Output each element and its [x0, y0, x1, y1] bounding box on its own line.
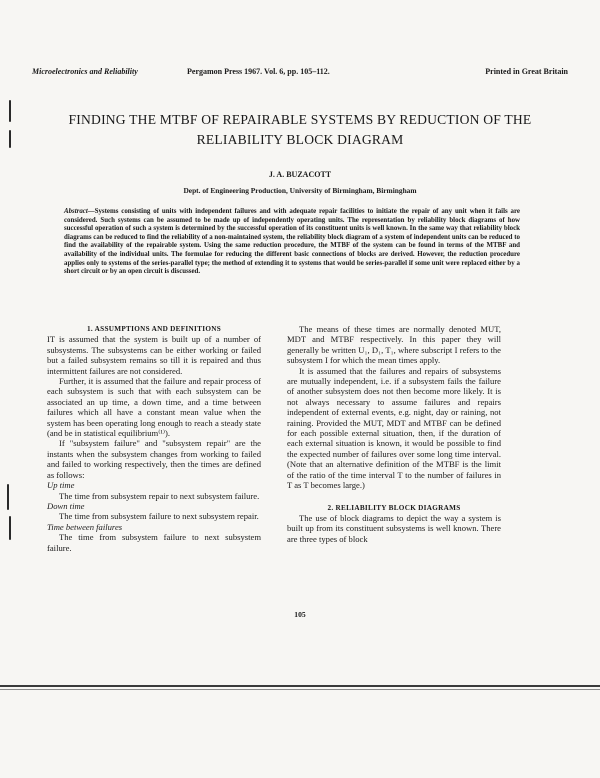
paragraph: The use of block diagrams to depict the way a system is built up from its constituent subsystems is well known. There are three types of block — [287, 512, 501, 544]
definition-text: The time from subsystem repair to next subsystem failure. — [59, 490, 260, 501]
page-number: 105 — [294, 610, 306, 619]
abstract-label: Abstract — [64, 208, 88, 215]
abstract-text: —Systems consisting of units with independent failures and with adequate repair facilities to initiate the repair of any unit when it fails are considered. Such systems can be assumed to be made up of independently operating units. The representation by reliability block diagrams of how successful operation of such a system is determined by the successful operation of its constituent units is well known. In the same way that reliability block diagrams can be reduced to find the reliability of a non-maintained system, the reliability block diagram of a system of independent units can be reduced to find the availability of the repairable system. Using the same reduction procedure, the MTBF of the system can be found in terms of the MTBF and availability of the individual units. The formulae for reducing the different basic connections of blocks are derived. However, the reduction procedure applies only to systems of the series-parallel type; the method of extending it to systems that would be series-parallel if some unit were replaced either by a short circuit or by an open circuit is discussed. — [64, 208, 520, 276]
author: J. A. BUZACOTT — [268, 170, 332, 179]
margin-mark-mid-1 — [7, 484, 9, 510]
definition-text: The time from subsystem failure to next subsystem repair. — [59, 511, 259, 522]
section-heading-2: 2. RELIABILITY BLOCK DIAGRAMS — [327, 503, 461, 512]
section-heading-1: 1. ASSUMPTIONS AND DEFINITIONS — [86, 325, 221, 333]
printed-in: Printed in Great Britain — [485, 67, 568, 76]
paragraph: If "subsystem failure" and "subsystem repair" are the instants when the subsystem changes from working to failed and failed to working respectively, then the times are defined as follows: — [47, 438, 261, 480]
definition-term: Up time — [47, 480, 75, 491]
margin-mark-top-1 — [9, 100, 11, 122]
affiliation: Dept. of Engineering Production, University of Birmingham, Birmingham — [183, 186, 417, 195]
definition-term: Down time — [47, 500, 85, 511]
abstract — [64, 208, 520, 277]
paragraph: It is assumed that the failures and repairs of subsystems are mutually independent, i.e. if a subsystem fails the failure of another subsystem does not then become more likely. It is not always necessary to assume failures and repairs independent of external events, e.g. night, day or raining, not raining. Provided the MUT, MDT and MTBF can be defined for each possible external situation, then, if the duration of each external situation is known, it would be possible to find the expected number of failures over some long time interval. (Note that an alternative definition of the MTBF is the limit of the ratio of the time interval T to the number of failures in T as T becomes large.) — [287, 365, 501, 491]
scan-edge-line-secondary — [0, 689, 600, 690]
paper-title: FINDING THE MTBF OF REPAIRABLE SYSTEMS BY REDUCTION OF THE RELIABILITY BLOCK DIAGRAM — [68, 112, 532, 147]
margin-mark-mid-2 — [9, 516, 11, 540]
scan-edge-line — [0, 685, 600, 687]
definition-text: The time from subsystem failure to next subsystem failure. — [47, 532, 261, 553]
paragraph: IT is assumed that the system is built up of a number of subsystems. The subsystems can be either working or failed but a failed subsystem remains so till it is repaired and thus intermittent failures are not considered. — [47, 334, 261, 376]
citation: Pergamon Press 1967. Vol. 6, pp. 105–112. — [187, 67, 330, 76]
margin-mark-top-2 — [9, 130, 11, 148]
definition-term: Time between failures — [47, 521, 123, 532]
journal-name: Microelectronics and Reliability — [32, 67, 138, 76]
left-column — [47, 324, 261, 553]
right-column — [287, 324, 501, 544]
paragraph: The means of these times are normally denoted MUT, MDT and MTBF respectively. In this paper they will generally be written U₁, D₁, T₁, where subscript I refers to the subsystem I for which the mean times apply. — [287, 324, 501, 366]
section-spacer — [287, 491, 501, 503]
paragraph: Further, it is assumed that the failure and repair process of each subsystem is such that with each subsystem can be associated an up time, a down time, and a time between failures which all have a constant mean value when the system has been operating long enough to reach a steady state (and be in statistical equilibrium⁽¹⁾). — [47, 376, 261, 439]
